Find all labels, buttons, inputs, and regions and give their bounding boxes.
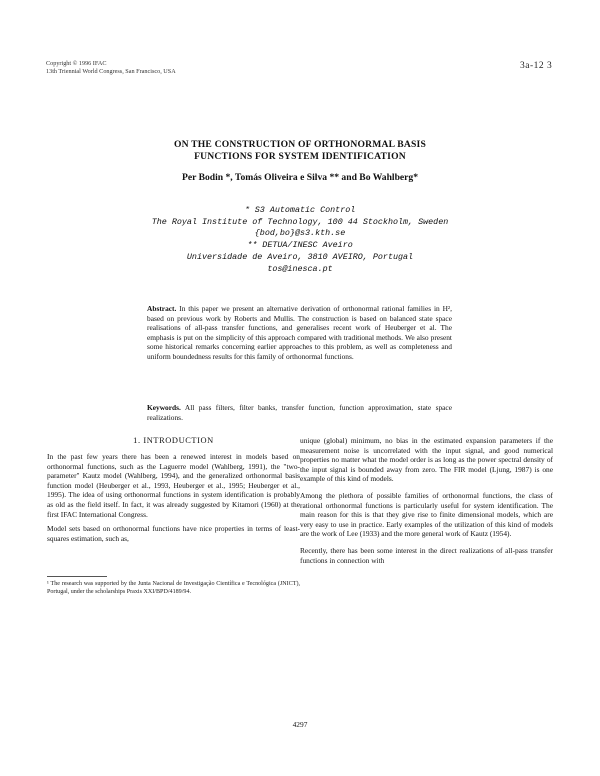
- footnote-divider: [47, 576, 107, 577]
- title-line-1: ON THE CONSTRUCTION OF ORTHONORMAL BASIS: [173, 139, 427, 150]
- affiliation-email: {bod,bo}@s3.kth.se: [254, 228, 346, 239]
- abstract: [147, 304, 452, 361]
- conference-line: 13th Triennial World Congress, San Francisco, USA: [46, 67, 176, 75]
- paragraph: Among the plethora of possible families of orthonormal functions, the class of rational orthonormal functions is particularly useful for system identification. The main reason for this is that they give rise to finite dimensional models, which are very easy to use in practice. Early examples of the utilization of this kind of models are the work of Lee (1933) and the more general work of Kautz (1954).: [300, 490, 553, 539]
- abstract-label: Abstract.: [147, 304, 177, 313]
- keywords-label: Keywords.: [147, 403, 181, 412]
- affiliation-line: ** DETUA/INESC Aveiro: [247, 240, 353, 251]
- paragraph: unique (global) minimum, no bias in the estimated expansion parameters if the measurement noise is uncorrelated with the input signal, and good numerical properties no matter what the model order is as long as the power spectral density of the input signal is bounded away from zero. The FIR model (Ljung, 1987) is one example of this kind of models.: [300, 436, 553, 484]
- affiliation-line: Universidade de Aveiro, 3810 AVEIRO, Portugal: [186, 251, 414, 262]
- affiliation-line: * S3 Automatic Control: [244, 205, 356, 215]
- keywords: [147, 403, 452, 422]
- paragraph: Model sets based on orthonormal functions have nice properties in terms of least-squares estimation, such as,: [47, 524, 300, 543]
- affiliation-email: tos@inesca.pt: [267, 263, 333, 274]
- copyright-notice: [46, 60, 176, 75]
- author-list: Per Bodin *, Tomás Oliveira e Silva ** and Bo Wahlberg*: [181, 172, 419, 183]
- page-number: 4297: [292, 720, 308, 729]
- footnote: ¹ The research was supported by the Junta Nacional de Investigação Científica e Tecnológica (JNICT), Portugal, under the scholarships Praxis XXI/BPD/4189/94.: [47, 581, 300, 596]
- paragraph: Recently, there has been some interest in the direct realizations of all-pass transfer functions in connection with: [300, 545, 553, 565]
- affiliation-line: The Royal Institute of Technology, 100 44 Stockholm, Sweden: [151, 216, 449, 227]
- copyright-line: Copyright © 1996 IFAC: [46, 60, 107, 67]
- session-code: 3a-12 3: [520, 61, 553, 71]
- keywords-text: All pass filters, filter banks, transfer function, function approximation, state space realizations.: [147, 403, 452, 422]
- paragraph: In the past few years there has been a renewed interest in models based on orthonormal functions, such as the Laguerre model (Wahlberg, 1991), the "two-parameter" Kautz model (Wahlberg, 1994), and the generalized orthonormal basis function model (Heuberger et al., 1993, Heuberger et al., 1995; Heuberger et al., 1995). The idea of using orthonormal functions in system identification is probably as old as the field itself. In fact, it was already suggested by Kitamori (1960) at the first IFAC International Congress.: [47, 452, 300, 519]
- section-heading-introduction: 1. INTRODUCTION: [133, 436, 214, 445]
- affiliations: [140, 205, 460, 275]
- abstract-text: In this paper we present an alternative derivation of orthonormal rational families in H², based on previous work by Roberts and Mullis. The construction is based on balanced state space realisations of all-pass transfer functions, and generalises recent work of Heuberger et al. The emphasis is put on the simplicity of this approach compared with traditional methods. We also present some historical remarks concerning earlier approaches to this problem, as well as completeness and uniform boundedness results for this family of orthonormal functions.: [147, 304, 452, 361]
- intro-left-column: [47, 452, 300, 548]
- title-line-2: FUNCTIONS FOR SYSTEM IDENTIFICATION: [194, 151, 406, 162]
- paper-title: [120, 139, 480, 163]
- right-column: [300, 436, 553, 572]
